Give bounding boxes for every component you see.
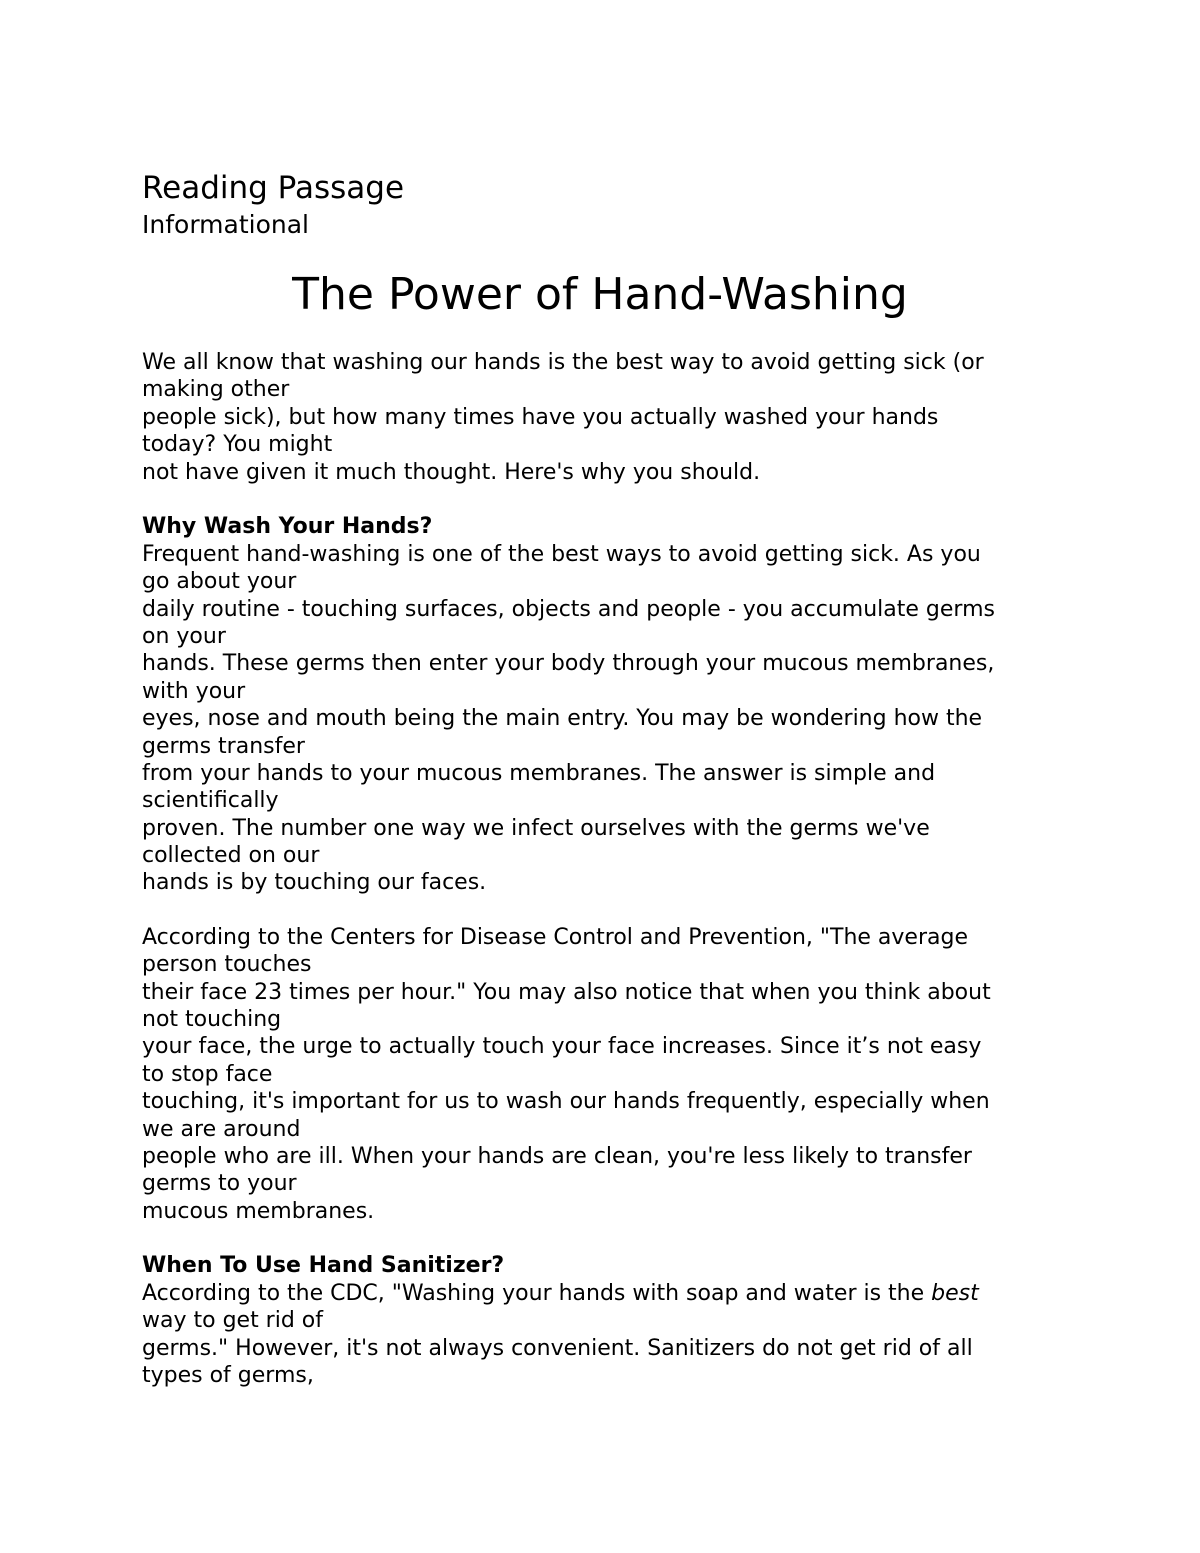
intro-line: making other	[142, 377, 290, 402]
section1-line: on your	[142, 624, 226, 649]
section1-line: eyes, nose and mouth being the main entry. You may be wondering how the	[142, 706, 983, 731]
passage-label: Reading Passage	[142, 170, 405, 206]
section1-line: from your hands to your mucous membranes. The answer is simple and	[142, 761, 936, 786]
paragraph2-line: person touches	[142, 952, 312, 977]
section1-line: proven. The number one way we infect ourselves with the germs we've	[142, 816, 930, 841]
section1-line: with your	[142, 679, 246, 704]
passage-type: Informational	[142, 210, 309, 239]
paragraph2-line: not touching	[142, 1007, 282, 1032]
document-title: The Power of Hand-Washing	[292, 269, 908, 320]
section2-line: types of germs,	[142, 1363, 314, 1388]
section1-line: germs transfer	[142, 734, 305, 759]
paragraph2-line: to stop face	[142, 1062, 273, 1087]
paragraph2-line: mucous membranes.	[142, 1199, 375, 1224]
paragraph2-line: touching, it's important for us to wash our hands frequently, especially when	[142, 1089, 990, 1114]
section-heading-hand-sanitizer: When To Use Hand Sanitizer?	[142, 1253, 505, 1278]
section1-line: daily routine - touching surfaces, objects and people - you accumulate germs	[142, 597, 995, 622]
section1-line: go about your	[142, 569, 297, 594]
paragraph2-line: their face 23 times per hour." You may also notice that when you think about	[142, 980, 991, 1005]
section1-line: hands. These germs then enter your body through your mucous membranes,	[142, 651, 995, 676]
paragraph2-line: we are around	[142, 1117, 301, 1142]
section2-line: way to get rid of	[142, 1308, 324, 1333]
paragraph2-line: your face, the urge to actually touch your face increases. Since it’s not easy	[142, 1034, 982, 1059]
paragraph2-line: According to the Centers for Disease Control and Prevention, "The average	[142, 925, 968, 950]
section1-line: hands is by touching our faces.	[142, 870, 487, 895]
section1-line: Frequent hand-washing is one of the best ways to avoid getting sick. As you	[142, 542, 981, 567]
section2-line-text: According to the CDC, "Washing your hands with soap and water is the	[142, 1281, 932, 1306]
section1-line: scientifically	[142, 788, 279, 813]
section-heading-why-wash: Why Wash Your Hands?	[142, 514, 433, 539]
section1-line: collected on our	[142, 843, 320, 868]
emphasis-best: best	[931, 1281, 979, 1306]
intro-line: We all know that washing our hands is the best way to avoid getting sick (or	[142, 350, 984, 375]
intro-line: not have given it much thought. Here's why you should.	[142, 460, 761, 485]
intro-line: today? You might	[142, 432, 333, 457]
section2-line: germs." However, it's not always convenient. Sanitizers do not get rid of all	[142, 1336, 973, 1361]
paragraph2-line: people who are ill. When your hands are clean, you're less likely to transfer	[142, 1144, 972, 1169]
paragraph2-line: germs to your	[142, 1171, 297, 1196]
section2-line	[142, 1280, 979, 1308]
intro-line: people sick), but how many times have you actually washed your hands	[142, 405, 939, 430]
